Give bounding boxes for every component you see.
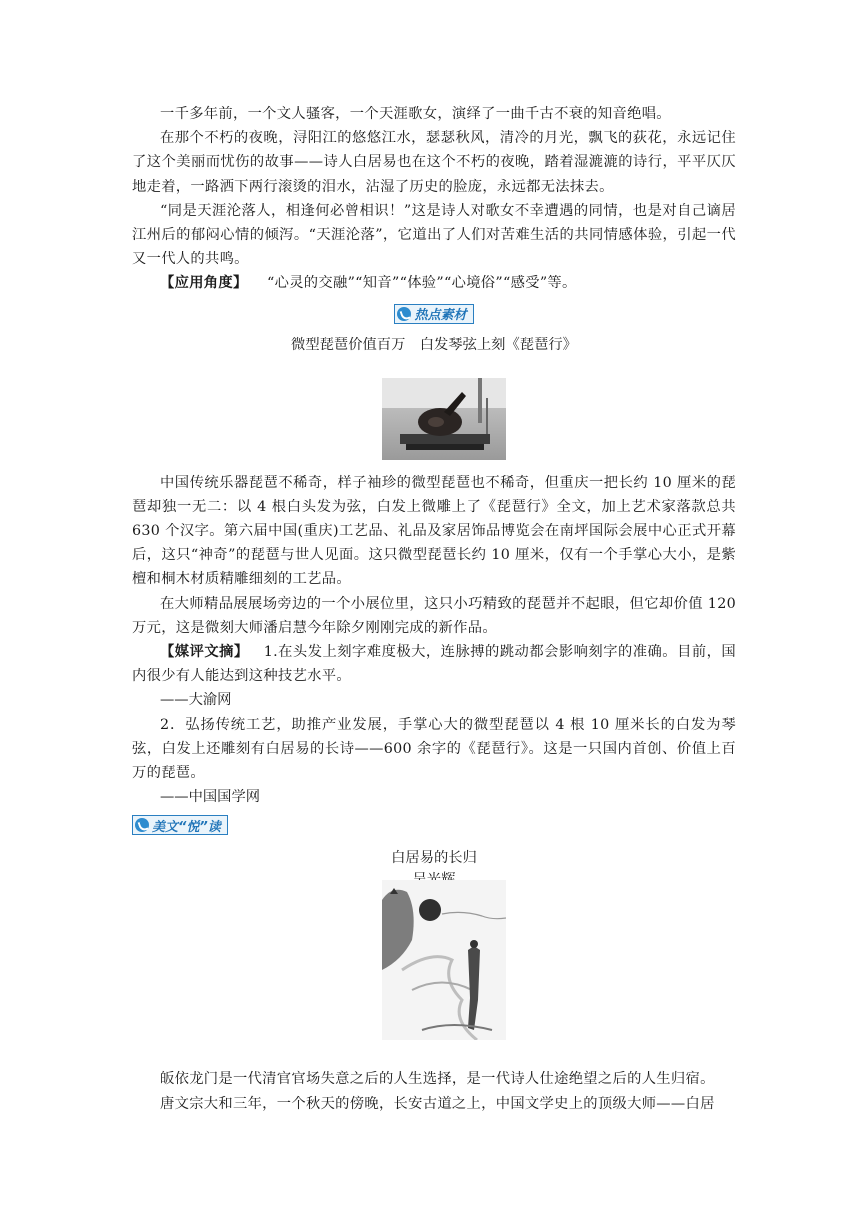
hot-paragraph-2: 在大师精品展展场旁边的一个小展位里，这只小巧精致的琵琶并不起眼，但它却价值 120 万元，这是微刻大师潘启慧今年除夕刚刚完成的新作品。: [132, 595, 736, 636]
hot-paragraph-1: 中国传统乐器琵琶不稀奇，样子袖珍的微型琵琶也不稀奇，但重庆一把长约 10 厘米的琵琶却独一无二：以 4 根白头发为弦，白发上微雕上了《琵琶行》全文，加上艺术家落款总共 630 个汉字。第六届中国(重庆)工艺品、礼品及家居饰品博览会在南坪国际会展中心正式开幕后，这只“神奇”的琵琶与世人见面。这只微型琵琶长约 10 厘米，仅有一个手掌心大小，是紫檀和桐木材质精雕细刻的工艺品。: [132, 474, 736, 588]
application-text: “心灵的交融”“知音”“体验”“心境俗”“感受”等。: [266, 275, 577, 292]
pipa-photo-illustration: [382, 378, 506, 460]
pipa-photo: [382, 378, 506, 460]
hot-banner-wrap: [132, 304, 736, 326]
article-title: 白居易的长归: [391, 850, 477, 867]
article-paragraph-1: 皈依龙门是一代清官官场失意之后的人生选择，是一代诗人仕途绝望之后的人生归宿。: [160, 1071, 715, 1088]
leaf-icon: [135, 818, 149, 832]
application-label: 【应用角度】: [160, 275, 248, 292]
hot-banner-label: 热点素材: [414, 308, 467, 324]
hot-title: 微型琵琶价值百万 白发琴弦上刻《琵琶行》: [291, 336, 577, 353]
media-label: 【媒评文摘】: [160, 644, 249, 661]
media-review-1-text: 1.在头发上刻字难度极大，连脉搏的跳动都会影响刻字的准确。目前，国内很少有人能达到这种技艺水平。: [132, 644, 736, 685]
intro-paragraph-3: “同是天涯沦落人，相逢何必曾相识！”这是诗人对歌女不幸遭遇的同情，也是对自己谪居江州后的郁闷心情的倾泻。“天涯沦落”，它道出了人们对苦难生活的共同情感体验，引起一代又一代人的共鸣。: [132, 202, 736, 268]
reading-banner: [132, 815, 228, 835]
read-banner-wrap: [132, 815, 736, 837]
intro-paragraph-2: 在那个不朽的夜晚，浔阳江的悠悠江水，瑟瑟秋风，清冷的月光，飘飞的荻花，永远记住了这个美丽而忧伤的故事——诗人白居易也在这个不朽的夜晚，踏着湿漉漉的诗行，平平仄仄地走着，一路洒下两行滚烫的泪水，沾湿了历史的脸庞，永远都无法抹去。: [132, 130, 736, 195]
intro-paragraph-1: 一千多年前，一个文人骚客，一个天涯歌女，演绎了一曲千古不衰的知音绝唱。: [160, 106, 671, 122]
media-source-2: ——中国国学网: [160, 789, 261, 806]
media-source-1: ——大渝网: [160, 692, 232, 709]
media-review-2: 2．弘扬传统工艺，助推产业发展，手掌心大的微型琵琶以 4 根 10 厘米长的白发为琴弦，白发上还雕刻有白居易的长诗——600 余字的《琵琶行》。这是一只国内首创、价值上百万的琵琶。: [132, 716, 736, 782]
reading-banner-label: 美文“悦”读: [152, 819, 221, 835]
poet-painting: [382, 880, 506, 1040]
leaf-icon: [397, 307, 411, 321]
application-angle: [132, 271, 736, 295]
poet-painting-illustration: [382, 880, 506, 1040]
media-review-1: [132, 640, 736, 688]
hot-material-banner: [394, 304, 473, 324]
article-paragraph-2: 唐文宗大和三年，一个秋天的傍晚，长安古道之上，中国文学史上的顶级大师——白居: [160, 1095, 715, 1112]
